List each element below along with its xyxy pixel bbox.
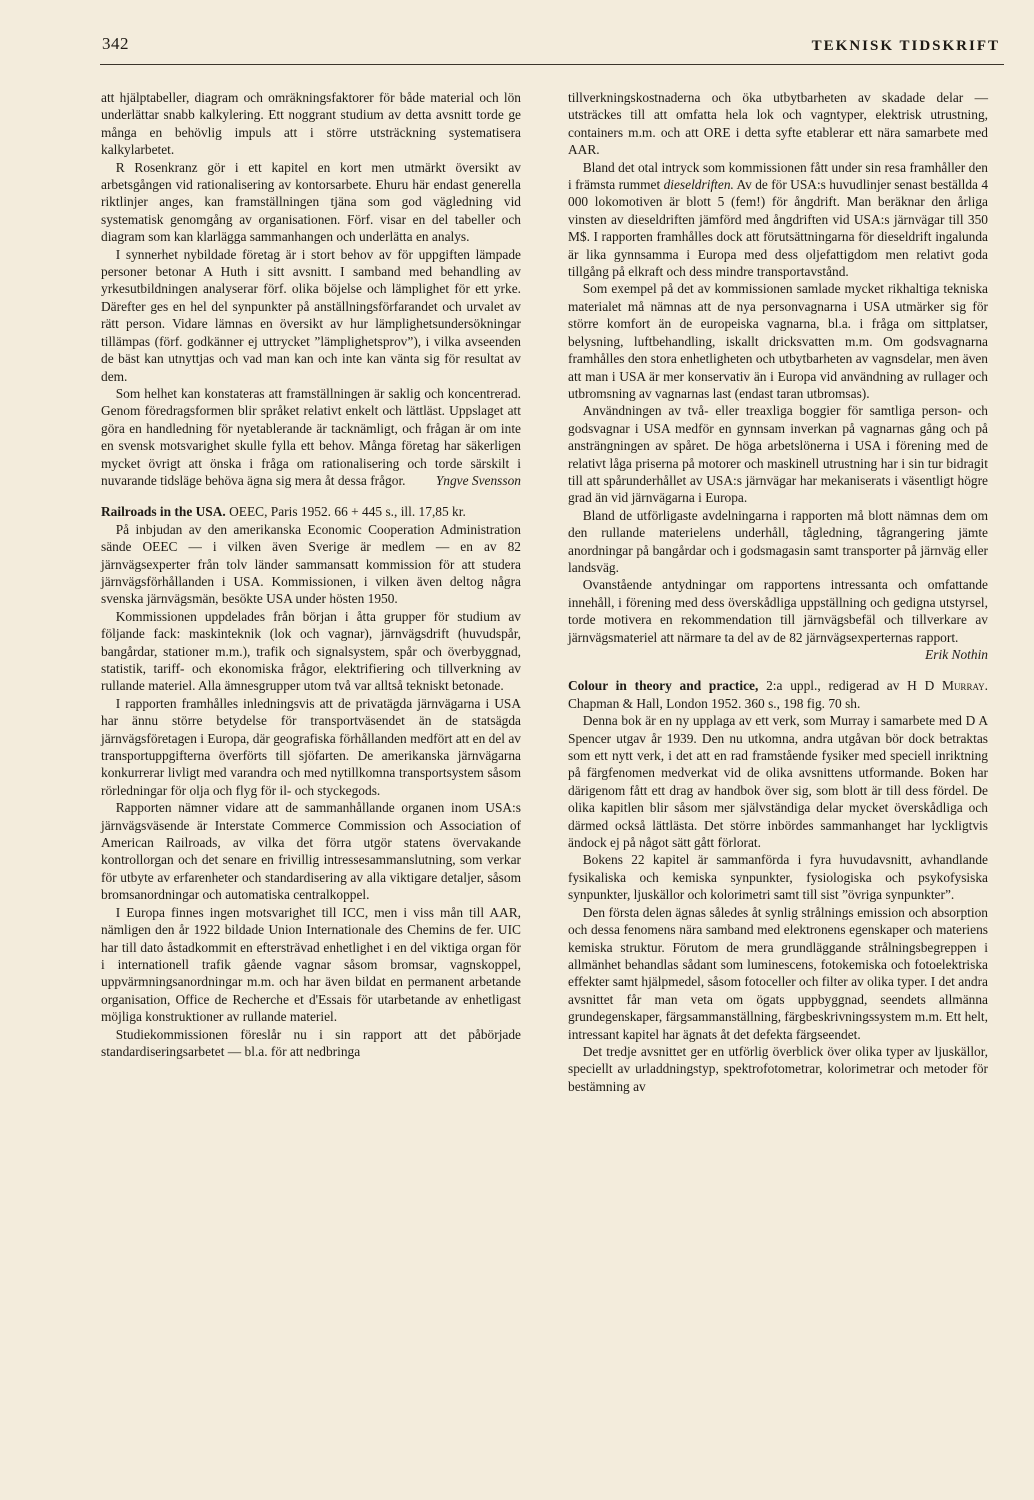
paragraph: Den första delen ägnas således åt synlig strålnings emission och absorption och dessa fenomens nära samband med elektronens egenskaper och materiens kemiska struktur. Förutom de mera grundläggande strålningsbegreppen i allmänhet behandlas sådant som luminescens, fotokemiska och fotoelektriska effekter samt hjälpmedel, såsom fotoceller och filter av olika typer. I det andra avsnittet får man veta om ögats uppbyggnad, seendets allmänna grundegenskaper, färgsammanställning, färgbeskrivningssystem m.m. Ett helt, intressant kapitel har ägnats åt det defekta färgseendet.: [568, 904, 988, 1042]
paragraph: Rapporten nämner vidare att de sammanhållande organen inom USA:s järnvägsväsende är Interstate Commerce Commission och Association of American Railroads, av vilka det förra utgör statens övervakande kontrollorgan och det senare en frivillig intressesammanslutning, som verkar för utbyte av erfarenheter och standardisering av alla viktigare detaljer, såsom bromsanordningar och automatiska centralkoppel.: [101, 800, 521, 903]
right-column: [568, 89, 988, 1095]
page-number: 342: [102, 34, 129, 53]
book-info: . Chapman & Hall, London 1952. 360 s., 198 fig. 70 sh.: [568, 678, 988, 711]
book-title: Colour in theory and practice,: [568, 678, 759, 694]
reviewer-signature: Erik Nothin: [925, 647, 988, 662]
paragraph: I synnerhet nybildade företag är i stort behov av för uppgiften lämpade personer betonar A Huth i sitt avsnitt. I samband med behandling av yrkesutbildningen analyserar förf. olika böjelse och lämplighet för ett yrke. Därefter ges en hel del synpunkter på anställningsförfarandet och urvalet av rätt person. Vidare lämnas en översikt av hur lämplighetsundersökningar tillämpas (förf. godkänner ej uttrycket ”lämplighetsprov”), i vilka avseenden de bäst kan utnyttjas och vad man kan och inte kan vänta sig för resultat av dem.: [101, 246, 521, 384]
paragraph: R Rosenkranz gör i ett kapitel en kort men utmärkt översikt av arbetsgången vid rationalisering av kontorsarbete. Ehuru här endast generella riktlinjer anges, kan framställningen tjäna som god vägledning vid systematisk genomgång av organisationen. Förf. visar en del tabeller och diagram som kan klarlägga sammanhangen och underlätta en analys.: [101, 159, 521, 245]
reviewer-signature: Yngve Svensson: [435, 472, 521, 488]
emphasis: dieseldriften.: [663, 177, 734, 193]
paragraph: Studiekommissionen föreslår nu i sin rapport att det påbörjade standardiseringsarbetet — bl.a. för att nedbringa: [101, 1026, 521, 1059]
paragraph: Kommissionen uppdelades från början i åtta grupper för studium av följande fack: maskinteknik (lok och vagnar), järnvägsdrift (huvudspår, bangårdar, stationer m.m.), trafik och signalsystem, spår och överbyggnad, statistik, tariff- och ekonomiska frågor, elektrifiering och tillverkning av rullande materiel. Alla ämnesgrupper utom två var alltså tekniskt betonade.: [101, 608, 521, 694]
book-author: Murray: [942, 678, 985, 694]
paragraph: Användningen av två- eller treaxliga boggier för samtliga person- och godsvagnar i USA medför en gynnsam inverkan på vagnarnas gång och på ansträngningen av spåret. De höga arbetslönerna i USA i förening med de relativt låga priserna på motorer och maskinell utrustning har i sin tur bidragit till att spårunderhållet av USA:s järnvägar har mekaniserats i väsentligt högre grad än vid järnvägarna i Europa.: [568, 403, 988, 506]
paragraph: I rapporten framhålles inledningsvis att de privatägda järnvägarna i USA har ännu större betydelse för transportväsendet än de statsägda järnvägsföretagen i Europa, där geografiska förhållanden medfört att en del av transportuppgifterna överförts till sjöfarten. De amerikanska järnvägarna konkurrerar livligt med varandra och med nytillkomna transportsystem såsom rörledningar för olja och flyg för il- och styckegods.: [101, 695, 521, 798]
paragraph-text: Som helhet kan konstateras att framställningen är saklig och koncentrerad. Genom föredragsformen blir språket relativt enkelt och lättläst. Uppslaget att göra en handledning för nyetablerande är tacknämligt, och frågan är om inte en svensk motsvarighet skulle fylla ett behov. Många företag har säkerligen mycket övrigt att önska i fråga om rationalisering och torde särskilt i nuvarande tidsläge behöva ägna sig mera åt dessa frågor.: [101, 385, 521, 488]
paragraph: På inbjudan av den amerikanska Economic Cooperation Administration sände OEEC — i vilken även Sverige är medlem — en av 82 järnvägsexperter från tolv länder sammansatt kommission för att studera järnvägsförhållanden i USA. Kommissionen, i vilken även deltog några svenska järnvägsmän, besökte USA under hösten 1950.: [101, 521, 521, 607]
book-info: 2:a uppl., redigerad av H D: [758, 678, 943, 694]
book-title: Railroads in the USA.: [101, 504, 226, 520]
paragraph-text: Av de för USA:s huvudlinjer senast beställda 4 000 lokomotiven är blott 5 (fem!) för ångdrift. Man beräknar den årliga vinsten av dieseldriften jämförd med ångdriften vid USA:s järnvägar till 350 M$. I rapporten framhålles dock att förutsättningarna för dieseldrift ingalunda är lika gynnsamma i Europa med dess oljefattigdom men relativt goda tillgång på elkraft och dess mindre transportavstånd.: [568, 177, 989, 280]
paragraph: Denna bok är en ny upplaga av ett verk, som Murray i samarbete med D A Spencer utgav år 1939. Den nu utkomna, andra utgåvan bör dock betraktas som ett nytt verk, i det att en rad framstående fysiker med speciell inriktning på färgfenomen medverkat vid de olika avsnittens utformande. Boken har därigenom fått ett drag av handbok över sig, som blott är till dess fördel. De olika kapitlen blir såsom mer självständiga delar mycket överskådliga och därmed också lättlästa. Det större inbördes sammanhanget har lyckligtvis ändock ej på något sätt gått förlorat.: [568, 713, 988, 851]
paragraph: Bland de utförligaste avdelningarna i rapporten må blott nämnas dem om den rullande materielens underhåll, tågledning, tågrangering jämte anordningar på bangårdar och i godsmagasin samt transporter på järnväg eller landsväg.: [568, 507, 988, 575]
journal-title: TEKNISK TIDSKRIFT: [811, 38, 1000, 54]
paragraph: Som exempel på det av kommissionen samlade mycket rikhaltiga tekniska materialet må nämnas att de nya personvagnarna i USA utmärker sig för större komfort än de europeiska vagnarna, bl.a. i fråga om sittplatser, belysning, luftbehandling, iskallt dricksvatten m.m. Om godsvagnarna framhålles den stora enhetligheten och utbytbarheten av vagnsdelar, men även att man i USA är mer konservativ än i Europa vid användning av rullager och utbromsning av vagnarnas last (endast taran utbromsas).: [568, 281, 988, 401]
paragraph: [568, 159, 988, 281]
paragraph-text: Bland det otal intryck som kommissionen fått under sin resa framhåller den i främsta rummet: [568, 159, 988, 193]
review-heading: [101, 503, 521, 520]
paragraph: tillverkningskostnaderna och öka utbytbarheten av skadade delar — utsträckes till att omfatta hela lok och vagntyper, elektrisk utrustning, containers m.m. och att ORE i detta syfte etablerar ett nära samarbete med AAR.: [568, 90, 988, 158]
review-heading: [568, 677, 988, 712]
paragraph: [568, 576, 988, 662]
paragraph-text: Ovanstående antydningar om rapportens intressanta och omfattande innehåll, i förening med dess överskådliga uppställning och gedigna utstyrsel, torde motivera en rekommendation till järnvägsbefäl och tillverkare av järnvägsmateriel att närmare ta del av de 82 järnvägsexperternas rapport.: [568, 577, 988, 645]
left-column: [101, 89, 521, 1060]
paragraph: Det tredje avsnittet ger en utförlig överblick över olika typer av ljuskällor, speciellt av urladdningstyp, spektrofotometrar, kolorimetrar och metoder för bestämning av: [568, 1043, 988, 1094]
paragraph: att hjälptabeller, diagram och omräkningsfaktorer för både material och lön underlättar snabb kalkylering. Ett noggrant studium av detta avsnitt torde ge många en behövlig impuls att i större utsträckning systematisera kalkylarbetet.: [101, 90, 521, 158]
paragraph: [101, 385, 521, 489]
paragraph: I Europa finnes ingen motsvarighet till ICC, men i viss mån till AAR, nämligen den år 1922 bildade Union Internationale des Chemins de fer. UIC har till dato åstadkommit en eftersträvad enhetlighet i en del viktiga organ för i internationell trafik gående vagnar såsom bromsar, vagnskoppel, uppvärmningsanordningar m.m. och har även bildat en permanent arbetande organisation, Office de Recherche et d'Essais för utarbetande av enhetligast möjliga konstruktioner av rullande materiel.: [101, 904, 521, 1025]
header-rule: [100, 64, 1004, 65]
paragraph: Bokens 22 kapitel är sammanförda i fyra huvudavsnitt, avhandlande fysikaliska och kemiska synpunkter, fysiologiska och psykofysiska synpunkter, ljuskällor och kolorimetri samt till sist ”övriga synpunkter”.: [568, 852, 988, 903]
book-info: OEEC, Paris 1952. 66 + 445 s., ill. 17,85 kr.: [225, 504, 466, 520]
